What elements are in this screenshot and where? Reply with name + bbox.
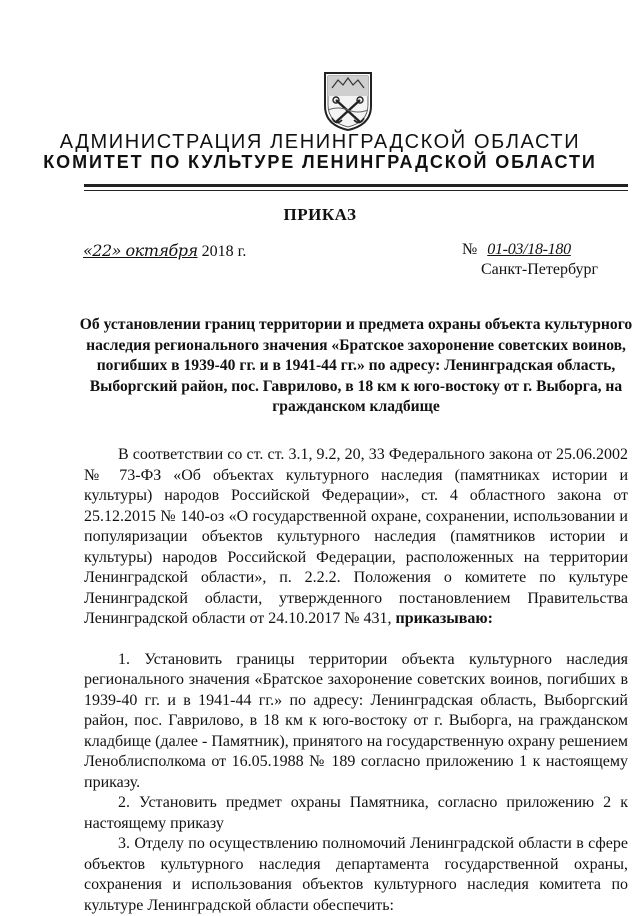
document-body (84, 445, 628, 916)
coat-of-arms-icon (322, 70, 374, 132)
header-divider (84, 184, 628, 187)
organization-name: АДМИНИСТРАЦИЯ ЛЕНИНГРАДСКОЙ ОБЛАСТИ (59, 131, 581, 153)
document-type: ПРИКАЗ (283, 205, 357, 224)
document-city: Санкт-Петербург (481, 261, 599, 278)
order-word: приказываю: (395, 610, 493, 627)
order-item-1: 1. Установить границы территории объекта культурного наследия регионального значения «Братское захоронение советских воинов, погибших в 1939-40 гг. и в 1941-44 гг.» по адресу: Ленинградская область, Выборгский район, пос. Гаврилово, в 18 км к юго-востоку от г. Выборга, на гражданском кладбище (далее - Памятник), принятого на государственную охрану решением Леноблисполкома от 16.05.1988 № 189 согласно приложению 1 к настоящему приказу. (84, 650, 628, 791)
document-title: Об установлении границ территории и предмета охраны объекта культурного наследия регионального значения «Братское захоронение советских воинов, погибших в 1939-40 гг. и в 1941-44 гг.» по адресу: Ленинградская область, Выборгский район, пос. Гаврилово, в 18 км к юго-востоку от г. Выборга, на гражданском кладбище (79, 316, 633, 415)
header-divider-thin (84, 190, 628, 191)
order-item-2: 2. Установить предмет охраны Памятника, согласно приложению 2 к настоящему приказу (84, 794, 628, 832)
committee-name: КОМИТЕТ ПО КУЛЬТУРЕ ЛЕНИНГРАДСКОЙ ОБЛАСТИ (43, 152, 597, 172)
handwritten-date: «22» октября (83, 241, 198, 260)
document-number (462, 241, 577, 259)
preamble (84, 445, 628, 630)
date-year: 2018 г. (201, 243, 247, 260)
order-item-3: 3. Отделу по осуществлению полномочий Ленинградской области в сфере объектов культурного наследия департамента государственной охраны, сохранения и использования объектов культурного наследия комитета по культуре Ленинградской области обеспечить: (84, 835, 628, 914)
handwritten-number: 01-03/18-180 (487, 241, 571, 258)
number-sign: № (462, 241, 478, 258)
document-date (83, 241, 246, 261)
preamble-text: В соответствии со ст. ст. 3.1, 9.2, 20, 33 Федерального закона от 25.06.2002 № 73-ФЗ «Об объектах культурного наследия (памятниках истории и культуры) народов Российской Федерации», ст. 4 областного закона от 25.12.2015 № 140-оз «О государственной охране, сохранении, использовании и популяризации объектов культурного наследия (памятников истории и культуры) народов Российской Федерации, расположенных на территории Ленинградской области», п. 2.2.2. Положения о комитете по культуре Ленинградской области, утвержденного постановлением Правительства Ленинградской области от 24.10.2017 № 431, (84, 446, 628, 627)
